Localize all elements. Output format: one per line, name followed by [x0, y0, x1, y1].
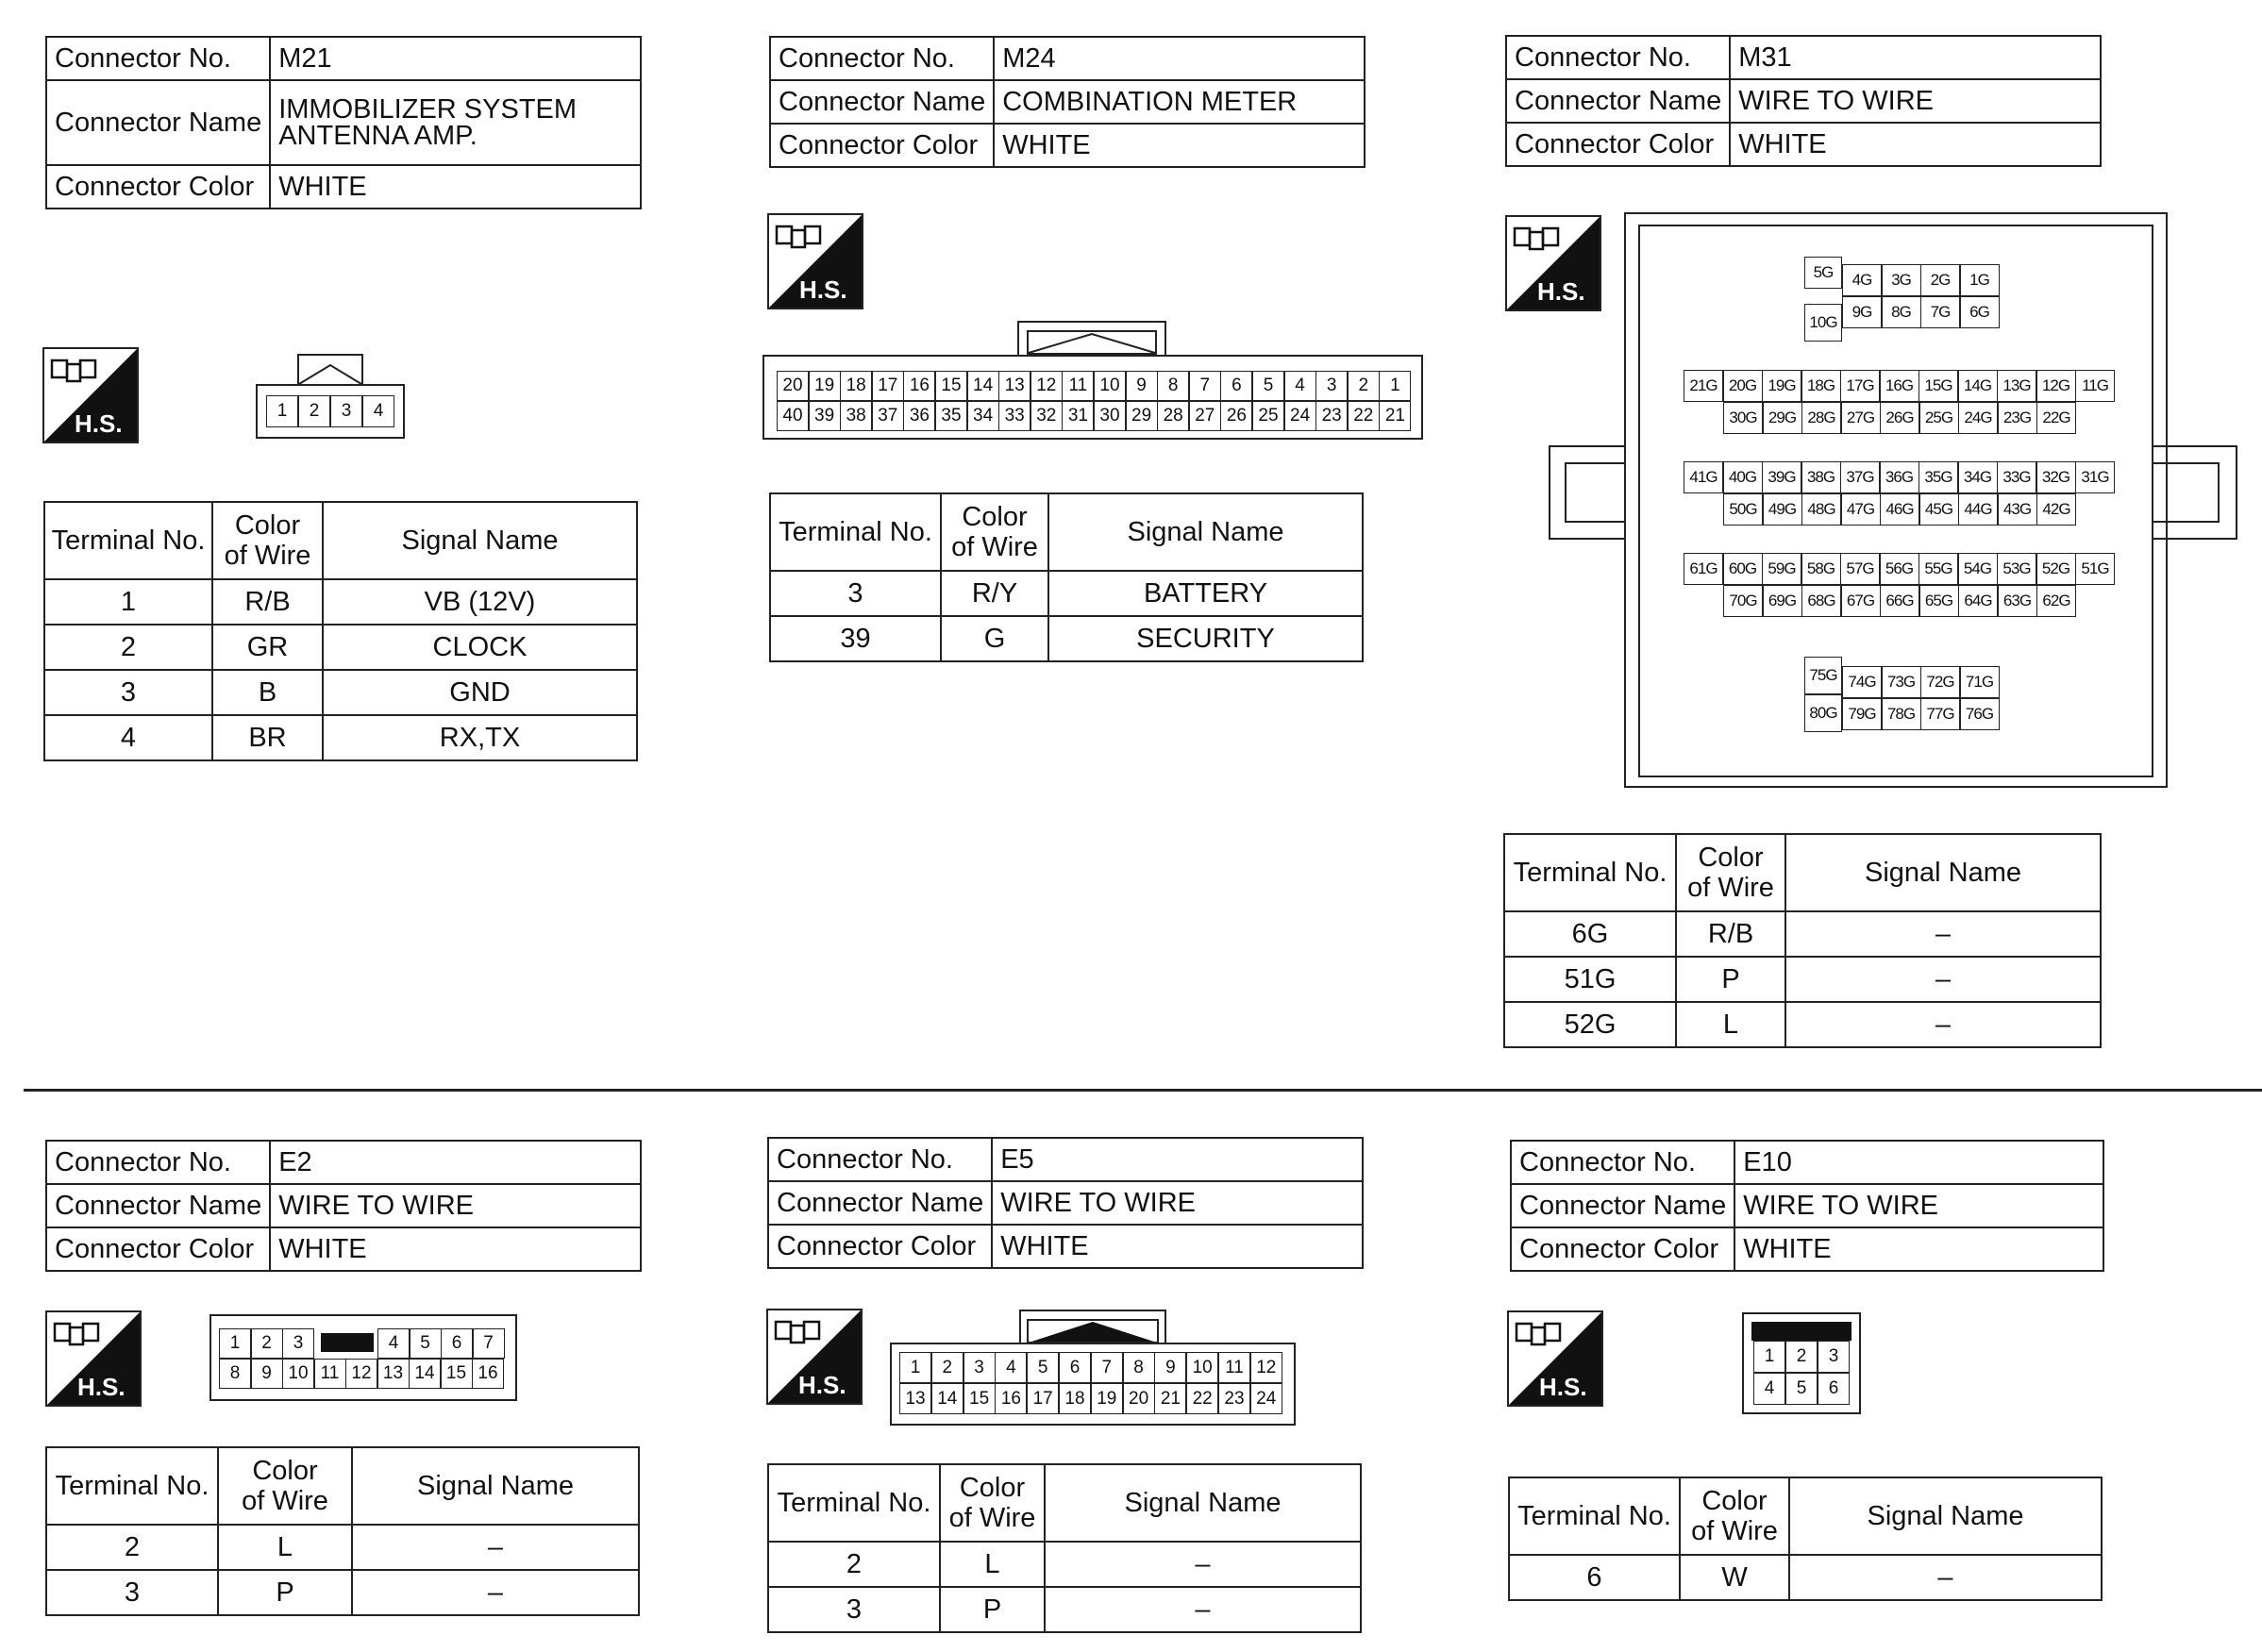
connector-name-value: WIRE TO WIRE [1734, 1184, 2103, 1227]
pin: 7 [1091, 1352, 1123, 1383]
label-connector-name: Connector Name [46, 1184, 270, 1227]
pin: 74G [1842, 666, 1882, 698]
connector-no-value: M21 [270, 37, 641, 80]
pin: 63G [1998, 585, 2037, 617]
pin: 46G [1880, 493, 1919, 526]
harness-side-icon [766, 1309, 863, 1405]
pin: 65G [1919, 585, 1959, 617]
pin: 35 [935, 401, 967, 431]
pin: 23G [1998, 402, 2037, 434]
pin: 25 [1252, 401, 1284, 431]
header-color-of-wire: Color of Wire [1680, 1477, 1789, 1555]
pin: 73G [1882, 666, 1921, 698]
pin: 18 [840, 371, 872, 401]
pin: 61G [1684, 553, 1723, 585]
pin: 12 [345, 1359, 377, 1389]
pin: 5 [1785, 1373, 1818, 1405]
pin: 34G [1958, 461, 1998, 493]
pin: 34 [967, 401, 999, 431]
table-row: 2 L – [46, 1525, 639, 1570]
pin: 54G [1958, 553, 1998, 585]
pin: 22 [1186, 1383, 1218, 1414]
pin: 14G [1958, 370, 1998, 402]
connector-color-value: WHITE [1730, 123, 2101, 166]
pin: 64G [1958, 585, 1998, 617]
label-connector-no: Connector No. [46, 37, 270, 80]
pin: 6 [1818, 1373, 1850, 1405]
header-signal-name: Signal Name [1048, 493, 1363, 571]
harness-side-icon [42, 347, 139, 443]
key-block [321, 1333, 374, 1352]
table-row: 3 R/Y BATTERY [770, 571, 1363, 616]
pin: 21 [1154, 1383, 1186, 1414]
pin: 9 [251, 1359, 283, 1389]
pin: 12 [1250, 1352, 1282, 1383]
pin: 55G [1919, 553, 1958, 585]
pin: 43G [1998, 493, 2037, 526]
table-row: 52G L – [1504, 1002, 2101, 1047]
pin: 1G [1960, 264, 2000, 296]
connector-info-m31 [1505, 35, 2102, 167]
pin: 71G [1960, 666, 2000, 698]
pin: 17G [1840, 370, 1880, 402]
pin: 25G [1919, 402, 1959, 434]
pin: 6 [1220, 371, 1252, 401]
header-color-of-wire: Color of Wire [1676, 834, 1785, 911]
pin: 68G [1801, 585, 1841, 617]
pin: 6 [441, 1328, 473, 1359]
harness-side-icon [45, 1310, 142, 1407]
pin: 7 [473, 1328, 505, 1359]
pin: 2 [931, 1352, 963, 1383]
pin: 76G [1960, 698, 2000, 730]
pin: 42G [2036, 493, 2076, 526]
header-signal-name: Signal Name [1045, 1464, 1361, 1542]
pin: 8 [219, 1359, 251, 1389]
pin: 39 [809, 401, 841, 431]
connector-color-value: WHITE [270, 1227, 641, 1271]
table-row: 6G R/B – [1504, 911, 2101, 957]
pin: 19 [809, 371, 841, 401]
label-connector-color: Connector Color [1506, 123, 1730, 166]
table-row: 51G P – [1504, 957, 2101, 1002]
connector-info-e2 [45, 1140, 642, 1272]
pin: 15 [935, 371, 967, 401]
connector-info-e5 [767, 1137, 1364, 1269]
pin: 5G [1804, 257, 1842, 289]
header-terminal-no: Terminal No. [46, 1447, 218, 1525]
pin: 5 [1027, 1352, 1059, 1383]
pin: 27 [1189, 401, 1221, 431]
terminal-table-m24 [769, 492, 1364, 662]
label-connector-name: Connector Name [768, 1181, 992, 1225]
section-divider [24, 1089, 2262, 1092]
pin: 13 [998, 371, 1030, 401]
header-color-of-wire: Color of Wire [940, 1464, 1045, 1542]
pin: 23 [1218, 1383, 1250, 1414]
svg-text:H.S.: H.S. [75, 409, 123, 438]
label-connector-no: Connector No. [770, 37, 994, 80]
pin: 3 [282, 1328, 314, 1359]
terminal-table-e5 [767, 1463, 1362, 1633]
table-row: 3 B GND [44, 670, 637, 715]
pin: 29G [1763, 402, 1802, 434]
pin: 30 [1094, 401, 1126, 431]
pin: 3 [1315, 371, 1348, 401]
table-row: 3 P – [46, 1570, 639, 1615]
pin: 39G [1762, 461, 1801, 493]
connector-color-value: WHITE [270, 165, 641, 209]
pin: 2 [298, 395, 330, 427]
label-connector-no: Connector No. [1506, 36, 1730, 79]
pin: 29 [1126, 401, 1158, 431]
pin: 62G [2036, 585, 2076, 617]
pin: 38G [1801, 461, 1841, 493]
pin: 24 [1250, 1383, 1282, 1414]
pin: 59G [1762, 553, 1801, 585]
header-signal-name: Signal Name [352, 1447, 639, 1525]
terminal-table-e10 [1508, 1477, 2103, 1601]
pin: 4G [1842, 264, 1882, 296]
pin: 58G [1801, 553, 1841, 585]
terminal-table-m21 [43, 501, 638, 761]
pin: 5 [410, 1328, 442, 1359]
pin: 24 [1284, 401, 1316, 431]
pin: 2G [1920, 264, 1960, 296]
header-color-of-wire: Color of Wire [941, 493, 1048, 571]
pin: 1 [1753, 1341, 1785, 1373]
pin: 44G [1958, 493, 1998, 526]
svg-text:H.S.: H.S. [799, 275, 847, 304]
label-connector-no: Connector No. [1511, 1141, 1734, 1184]
connector-info-m24 [769, 36, 1366, 168]
header-terminal-no: Terminal No. [770, 493, 941, 571]
pin: 21 [1379, 401, 1411, 431]
connector-no-value: E2 [270, 1141, 641, 1184]
connector-name-value: IMMOBILIZER SYSTEM ANTENNA AMP. [270, 80, 641, 165]
connector-color-value: WHITE [994, 124, 1365, 167]
label-connector-color: Connector Color [46, 165, 270, 209]
pin: 51G [2075, 553, 2115, 585]
pin: 1 [1379, 371, 1411, 401]
label-connector-no: Connector No. [46, 1141, 270, 1184]
pin: 37 [872, 401, 904, 431]
pin: 6G [1960, 296, 2000, 328]
header-color-of-wire: Color of Wire [218, 1447, 352, 1525]
pin: 12 [1030, 371, 1063, 401]
pin: 3G [1882, 264, 1921, 296]
pin: 4 [1753, 1373, 1785, 1405]
connector-color-value: WHITE [992, 1225, 1363, 1268]
pin: 32 [1030, 401, 1063, 431]
svg-text:H.S.: H.S. [1539, 1373, 1587, 1401]
pin: 14 [967, 371, 999, 401]
table-row: 3 P – [768, 1587, 1361, 1632]
connector-info-m21 [45, 36, 642, 209]
connector-no-value: M24 [994, 37, 1365, 80]
pin: 10 [282, 1359, 314, 1389]
pin: 14 [931, 1383, 963, 1414]
pin: 3 [330, 395, 362, 427]
table-row: 4 BR RX,TX [44, 715, 637, 760]
pin: 4 [995, 1352, 1027, 1383]
pin: 40 [777, 401, 809, 431]
pin: 30G [1723, 402, 1763, 434]
pin: 24G [1958, 402, 1998, 434]
terminal-table-e2 [45, 1446, 640, 1616]
pin: 77G [1920, 698, 1960, 730]
table-row: 2 L – [768, 1542, 1361, 1587]
pin: 15G [1919, 370, 1958, 402]
pin: 69G [1763, 585, 1802, 617]
pin: 2 [1785, 1341, 1818, 1373]
pin: 22 [1348, 401, 1380, 431]
table-row: 39 G SECURITY [770, 616, 1363, 661]
pin: 70G [1723, 585, 1763, 617]
pin: 1 [266, 395, 298, 427]
svg-text:H.S.: H.S. [798, 1371, 846, 1399]
connector-no-value: E10 [1734, 1141, 2103, 1184]
connector-no-value: M31 [1730, 36, 2101, 79]
pin: 20 [1123, 1383, 1155, 1414]
header-terminal-no: Terminal No. [1504, 834, 1676, 911]
pin: 11 [1218, 1352, 1250, 1383]
connector-color-value: WHITE [1734, 1227, 2103, 1271]
label-connector-name: Connector Name [46, 80, 270, 165]
pin: 18G [1801, 370, 1841, 402]
pin: 33 [998, 401, 1030, 431]
pin: 2 [251, 1328, 283, 1359]
pin: 40G [1723, 461, 1763, 493]
pin: 67G [1841, 585, 1881, 617]
connector-info-e10 [1510, 1140, 2104, 1272]
pin: 16 [903, 371, 935, 401]
pin: 9 [1154, 1352, 1186, 1383]
pin: 20G [1723, 370, 1763, 402]
pin: 32G [2036, 461, 2076, 493]
pin: 35G [1919, 461, 1958, 493]
pin: 10 [1186, 1352, 1218, 1383]
header-color-of-wire: Color of Wire [212, 502, 323, 579]
svg-text:H.S.: H.S. [77, 1373, 126, 1401]
label-connector-name: Connector Name [770, 80, 994, 124]
pin: 3 [1818, 1341, 1850, 1373]
pin: 4 [377, 1328, 410, 1359]
pin: 18 [1059, 1383, 1091, 1414]
svg-text:H.S.: H.S. [1537, 277, 1585, 306]
header-signal-name: Signal Name [323, 502, 637, 579]
table-row: 2 GR CLOCK [44, 625, 637, 670]
pin: 57G [1840, 553, 1880, 585]
harness-side-icon [767, 213, 863, 309]
pin: 79G [1842, 698, 1882, 730]
pin: 10 [1094, 371, 1126, 401]
pin: 11G [2075, 370, 2115, 402]
pin: 15 [441, 1359, 473, 1389]
pin: 1 [219, 1328, 251, 1359]
pin: 13 [377, 1359, 410, 1389]
pin: 5 [1252, 371, 1284, 401]
pin: 53G [1997, 553, 2036, 585]
pin: 56G [1880, 553, 1919, 585]
pin: 52G [2036, 553, 2076, 585]
pin: 12G [2036, 370, 2076, 402]
pin: 78G [1882, 698, 1921, 730]
pin: 9G [1842, 296, 1882, 328]
pin: 47G [1841, 493, 1881, 526]
pin: 11 [314, 1359, 346, 1389]
pin: 4 [362, 395, 394, 427]
label-connector-color: Connector Color [46, 1227, 270, 1271]
header-signal-name: Signal Name [1785, 834, 2101, 911]
connector-no-value: E5 [992, 1138, 1363, 1181]
pin: 60G [1723, 553, 1763, 585]
pin: 27G [1841, 402, 1881, 434]
connector-name-value: WIRE TO WIRE [992, 1181, 1363, 1225]
terminal-table-m31 [1503, 833, 2102, 1048]
pin: 50G [1723, 493, 1763, 526]
pin: 28G [1801, 402, 1841, 434]
pin: 22G [2036, 402, 2076, 434]
pin: 8 [1157, 371, 1189, 401]
pin: 31G [2075, 461, 2115, 493]
pin: 80G [1804, 694, 1842, 732]
pin: 45G [1919, 493, 1959, 526]
pin: 16 [995, 1383, 1027, 1414]
pin: 9 [1126, 371, 1158, 401]
pin: 38 [840, 401, 872, 431]
harness-side-icon [1507, 1310, 1603, 1407]
pin: 37G [1840, 461, 1880, 493]
pin: 48G [1801, 493, 1841, 526]
header-terminal-no: Terminal No. [1509, 1477, 1680, 1555]
pin: 36G [1880, 461, 1919, 493]
connector-name-value: WIRE TO WIRE [270, 1184, 641, 1227]
label-connector-color: Connector Color [1511, 1227, 1734, 1271]
pin: 66G [1880, 585, 1919, 617]
pin: 13G [1997, 370, 2036, 402]
pin: 49G [1763, 493, 1802, 526]
pin: 33G [1997, 461, 2036, 493]
pin: 41G [1684, 461, 1723, 493]
header-signal-name: Signal Name [1789, 1477, 2102, 1555]
pin: 7 [1189, 371, 1221, 401]
table-row: 1 R/B VB (12V) [44, 579, 637, 625]
connector-name-value: WIRE TO WIRE [1730, 79, 2101, 123]
pin: 10G [1804, 304, 1842, 342]
label-connector-name: Connector Name [1511, 1184, 1734, 1227]
pin: 3 [963, 1352, 996, 1383]
pin: 26G [1880, 402, 1919, 434]
pin: 23 [1315, 401, 1348, 431]
pin: 8 [1123, 1352, 1155, 1383]
pin: 14 [409, 1359, 441, 1389]
pin: 11 [1062, 371, 1094, 401]
pin: 21G [1684, 370, 1723, 402]
pin: 19 [1091, 1383, 1123, 1414]
pin: 26 [1220, 401, 1252, 431]
pin: 1 [899, 1352, 931, 1383]
pin: 8G [1882, 296, 1921, 328]
label-connector-color: Connector Color [768, 1225, 992, 1268]
pin: 6 [1059, 1352, 1091, 1383]
pin: 7G [1920, 296, 1960, 328]
pin: 15 [963, 1383, 996, 1414]
pin: 16 [472, 1359, 504, 1389]
pin: 17 [872, 371, 904, 401]
label-connector-no: Connector No. [768, 1138, 992, 1181]
label-connector-name: Connector Name [1506, 79, 1730, 123]
header-terminal-no: Terminal No. [768, 1464, 940, 1542]
harness-side-icon [1505, 215, 1601, 311]
label-connector-color: Connector Color [770, 124, 994, 167]
pin: 19G [1762, 370, 1801, 402]
pin: 16G [1880, 370, 1919, 402]
connector-name-value: COMBINATION METER [994, 80, 1365, 124]
table-row: 6 W – [1509, 1555, 2102, 1600]
pin: 75G [1804, 657, 1842, 694]
pin: 13 [899, 1383, 931, 1414]
pin: 20 [777, 371, 809, 401]
pin: 28 [1157, 401, 1189, 431]
pin: 36 [903, 401, 935, 431]
pin: 4 [1284, 371, 1316, 401]
header-terminal-no: Terminal No. [44, 502, 212, 579]
pin: 72G [1920, 666, 1960, 698]
pin: 17 [1027, 1383, 1059, 1414]
pin: 2 [1348, 371, 1380, 401]
pin: 31 [1062, 401, 1094, 431]
